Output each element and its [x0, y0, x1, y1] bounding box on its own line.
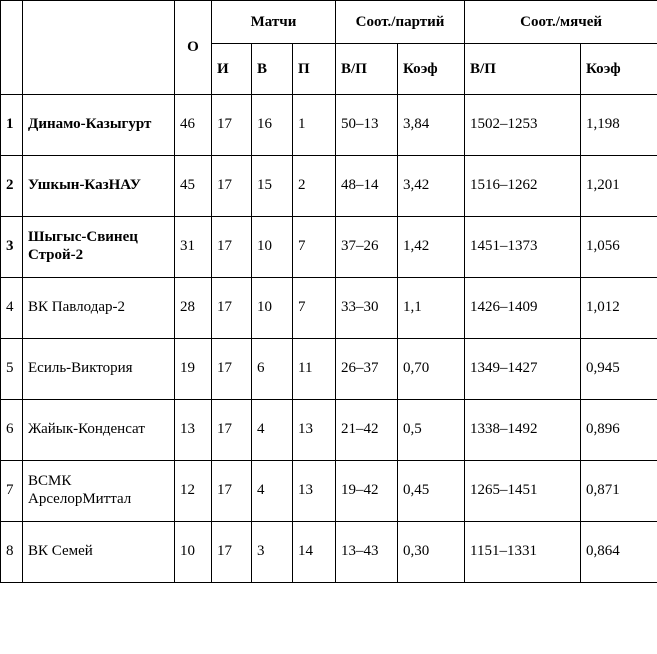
header-wins: В — [252, 44, 293, 95]
cell-sets-wl — [336, 217, 398, 278]
cell-balls-wl — [465, 95, 581, 156]
cell-team — [23, 522, 175, 583]
cell-losses-text: 1 — [298, 116, 306, 133]
cell-balls-wl — [465, 217, 581, 278]
cell-played-text: 17 — [217, 421, 232, 438]
cell-sets-wl — [336, 461, 398, 522]
cell-team — [23, 95, 175, 156]
cell-losses — [293, 522, 336, 583]
cell-points-text: 46 — [180, 116, 195, 133]
cell-sets-wl — [336, 522, 398, 583]
cell-losses-text: 2 — [298, 177, 306, 194]
cell-balls-wl-text: 1502–1253 — [470, 116, 538, 133]
table-header — [1, 1, 657, 95]
header-played: И — [212, 44, 252, 95]
cell-balls-wl — [465, 156, 581, 217]
cell-balls-wl-text: 1338–1492 — [470, 421, 538, 438]
cell-played — [212, 400, 252, 461]
table-row — [1, 278, 657, 339]
cell-wins — [252, 461, 293, 522]
cell-balls-wl — [465, 400, 581, 461]
cell-rank-text: 8 — [6, 543, 14, 560]
cell-points — [175, 217, 212, 278]
cell-points-text: 19 — [180, 360, 195, 377]
cell-played-text: 17 — [217, 482, 232, 499]
cell-played-text: 17 — [217, 177, 232, 194]
cell-played-text: 17 — [217, 543, 232, 560]
cell-balls-coef-text: 0,871 — [586, 482, 620, 499]
cell-balls-coef-text: 1,198 — [586, 116, 620, 133]
table-row — [1, 217, 657, 278]
cell-balls-wl — [465, 339, 581, 400]
cell-team — [23, 339, 175, 400]
cell-balls-coef-text: 1,201 — [586, 177, 620, 194]
cell-wins-text: 3 — [257, 543, 265, 560]
cell-rank-text: 2 — [6, 177, 14, 194]
cell-wins — [252, 217, 293, 278]
cell-team — [23, 156, 175, 217]
cell-balls-coef-text: 0,864 — [586, 543, 620, 560]
cell-wins — [252, 278, 293, 339]
cell-losses — [293, 95, 336, 156]
cell-sets-coef-text: 0,5 — [403, 421, 422, 438]
cell-balls-coef-text: 0,945 — [586, 360, 620, 377]
cell-played-text: 17 — [217, 116, 232, 133]
cell-rank — [1, 278, 23, 339]
cell-wins-text: 6 — [257, 360, 265, 377]
cell-sets-coef — [398, 400, 465, 461]
cell-balls-coef-text: 0,896 — [586, 421, 620, 438]
cell-played-text: 17 — [217, 299, 232, 316]
cell-balls-wl — [465, 278, 581, 339]
cell-sets-wl-text: 48–14 — [341, 177, 379, 194]
cell-team-text: ВК Павлодар-2 — [28, 299, 125, 316]
cell-points — [175, 400, 212, 461]
cell-wins — [252, 400, 293, 461]
cell-losses-text: 7 — [298, 238, 306, 255]
cell-sets-wl-text: 50–13 — [341, 116, 379, 133]
table-body — [1, 95, 657, 583]
cell-sets-coef — [398, 217, 465, 278]
cell-sets-coef-text: 0,70 — [403, 360, 430, 377]
cell-rank-text: 6 — [6, 421, 14, 438]
table-row — [1, 339, 657, 400]
cell-wins — [252, 522, 293, 583]
cell-points-text: 31 — [180, 238, 195, 255]
cell-played — [212, 461, 252, 522]
cell-points-text: 13 — [180, 421, 195, 438]
cell-rank — [1, 339, 23, 400]
cell-sets-wl — [336, 95, 398, 156]
cell-played — [212, 156, 252, 217]
cell-sets-wl-text: 26–37 — [341, 360, 379, 377]
header-rank — [1, 1, 23, 95]
cell-wins — [252, 339, 293, 400]
cell-team-text: ВСМК АрселорМиттал — [28, 473, 132, 507]
cell-sets-coef — [398, 156, 465, 217]
cell-losses-text: 7 — [298, 299, 306, 316]
cell-played-text: 17 — [217, 360, 232, 377]
header-balls-coef: Коэф — [581, 44, 657, 95]
cell-sets-coef — [398, 522, 465, 583]
cell-points — [175, 461, 212, 522]
cell-balls-coef-text: 1,056 — [586, 238, 620, 255]
cell-sets-wl-text: 13–43 — [341, 543, 379, 560]
cell-losses-text: 13 — [298, 421, 313, 438]
cell-team-text: Динамо-Казыгурт — [28, 116, 152, 133]
cell-losses — [293, 217, 336, 278]
cell-rank — [1, 461, 23, 522]
cell-sets-coef-text: 3,42 — [403, 177, 430, 194]
cell-points — [175, 339, 212, 400]
cell-played — [212, 278, 252, 339]
cell-wins-text: 10 — [257, 299, 272, 316]
cell-balls-coef — [581, 461, 657, 522]
cell-team-text: Есиль-Виктория — [28, 360, 133, 377]
cell-balls-wl-text: 1516–1262 — [470, 177, 538, 194]
cell-sets-coef-text: 0,30 — [403, 543, 430, 560]
cell-team-text: Жайык-Конденсат — [28, 421, 145, 438]
cell-losses-text: 13 — [298, 482, 313, 499]
header-losses: П — [293, 44, 336, 95]
header-sets-coef: Коэф — [398, 44, 465, 95]
cell-wins-text: 4 — [257, 421, 265, 438]
cell-rank — [1, 156, 23, 217]
cell-balls-wl-text: 1151–1331 — [470, 543, 537, 560]
cell-sets-coef-text: 3,84 — [403, 116, 430, 133]
cell-sets-wl-text: 33–30 — [341, 299, 379, 316]
cell-losses-text: 11 — [298, 360, 313, 377]
cell-balls-wl-text: 1265–1451 — [470, 482, 538, 499]
cell-sets-wl — [336, 339, 398, 400]
cell-points-text: 28 — [180, 299, 195, 316]
cell-wins-text: 4 — [257, 482, 265, 499]
cell-points — [175, 95, 212, 156]
header-group-sets: Соот./партий — [336, 1, 465, 44]
table-header-row-groups — [1, 1, 657, 44]
cell-sets-wl-text: 37–26 — [341, 238, 379, 255]
cell-balls-coef — [581, 522, 657, 583]
cell-played — [212, 339, 252, 400]
cell-played — [212, 522, 252, 583]
cell-sets-coef — [398, 461, 465, 522]
cell-points — [175, 278, 212, 339]
cell-sets-coef — [398, 278, 465, 339]
cell-balls-coef — [581, 339, 657, 400]
cell-sets-coef — [398, 95, 465, 156]
cell-wins — [252, 156, 293, 217]
cell-balls-wl-text: 1349–1427 — [470, 360, 538, 377]
cell-team — [23, 278, 175, 339]
cell-points-text: 12 — [180, 482, 195, 499]
cell-balls-wl — [465, 461, 581, 522]
cell-balls-wl — [465, 522, 581, 583]
cell-team — [23, 400, 175, 461]
cell-rank-text: 3 — [6, 238, 14, 255]
cell-sets-coef-text: 1,42 — [403, 238, 430, 255]
cell-losses-text: 14 — [298, 543, 313, 560]
header-group-balls: Соот./мячей — [465, 1, 657, 44]
cell-balls-coef — [581, 278, 657, 339]
cell-sets-coef-text: 0,45 — [403, 482, 430, 499]
cell-points — [175, 522, 212, 583]
table-row — [1, 156, 657, 217]
table-row — [1, 95, 657, 156]
table-row — [1, 522, 657, 583]
cell-balls-coef — [581, 95, 657, 156]
cell-rank-text: 4 — [6, 299, 14, 316]
cell-sets-coef-text: 1,1 — [403, 299, 422, 316]
cell-wins — [252, 95, 293, 156]
cell-balls-coef-text: 1,012 — [586, 299, 620, 316]
header-sets-wl: В/П — [336, 44, 398, 95]
cell-sets-wl-text: 19–42 — [341, 482, 379, 499]
header-points: О — [175, 1, 212, 95]
cell-team-text: ВК Семей — [28, 543, 93, 560]
cell-points — [175, 156, 212, 217]
cell-points-text: 45 — [180, 177, 195, 194]
cell-rank-text: 7 — [6, 482, 14, 499]
cell-team — [23, 461, 175, 522]
table-row — [1, 461, 657, 522]
cell-wins-text: 10 — [257, 238, 272, 255]
cell-balls-coef — [581, 217, 657, 278]
cell-rank-text: 1 — [6, 116, 14, 133]
cell-rank — [1, 95, 23, 156]
cell-played-text: 17 — [217, 238, 232, 255]
cell-team-text: Ушкын-КазНАУ — [28, 177, 141, 194]
cell-points-text: 10 — [180, 543, 195, 560]
cell-wins-text: 16 — [257, 116, 272, 133]
cell-losses — [293, 339, 336, 400]
table-row — [1, 400, 657, 461]
cell-rank — [1, 522, 23, 583]
cell-wins-text: 15 — [257, 177, 272, 194]
cell-played — [212, 95, 252, 156]
header-group-matches: Матчи — [212, 1, 336, 44]
cell-rank-text: 5 — [6, 360, 14, 377]
header-balls-wl: В/П — [465, 44, 581, 95]
cell-losses — [293, 400, 336, 461]
cell-balls-coef — [581, 156, 657, 217]
header-team — [23, 1, 175, 95]
cell-losses — [293, 461, 336, 522]
cell-sets-wl — [336, 278, 398, 339]
cell-sets-wl-text: 21–42 — [341, 421, 379, 438]
cell-team-text: Шыгыс-Свинец Строй-2 — [28, 229, 138, 263]
cell-played — [212, 217, 252, 278]
cell-team — [23, 217, 175, 278]
cell-rank — [1, 217, 23, 278]
cell-sets-coef — [398, 339, 465, 400]
cell-balls-wl-text: 1451–1373 — [470, 238, 538, 255]
cell-balls-coef — [581, 400, 657, 461]
cell-rank — [1, 400, 23, 461]
cell-balls-wl-text: 1426–1409 — [470, 299, 538, 316]
cell-sets-wl — [336, 400, 398, 461]
cell-losses — [293, 278, 336, 339]
cell-sets-wl — [336, 156, 398, 217]
cell-losses — [293, 156, 336, 217]
